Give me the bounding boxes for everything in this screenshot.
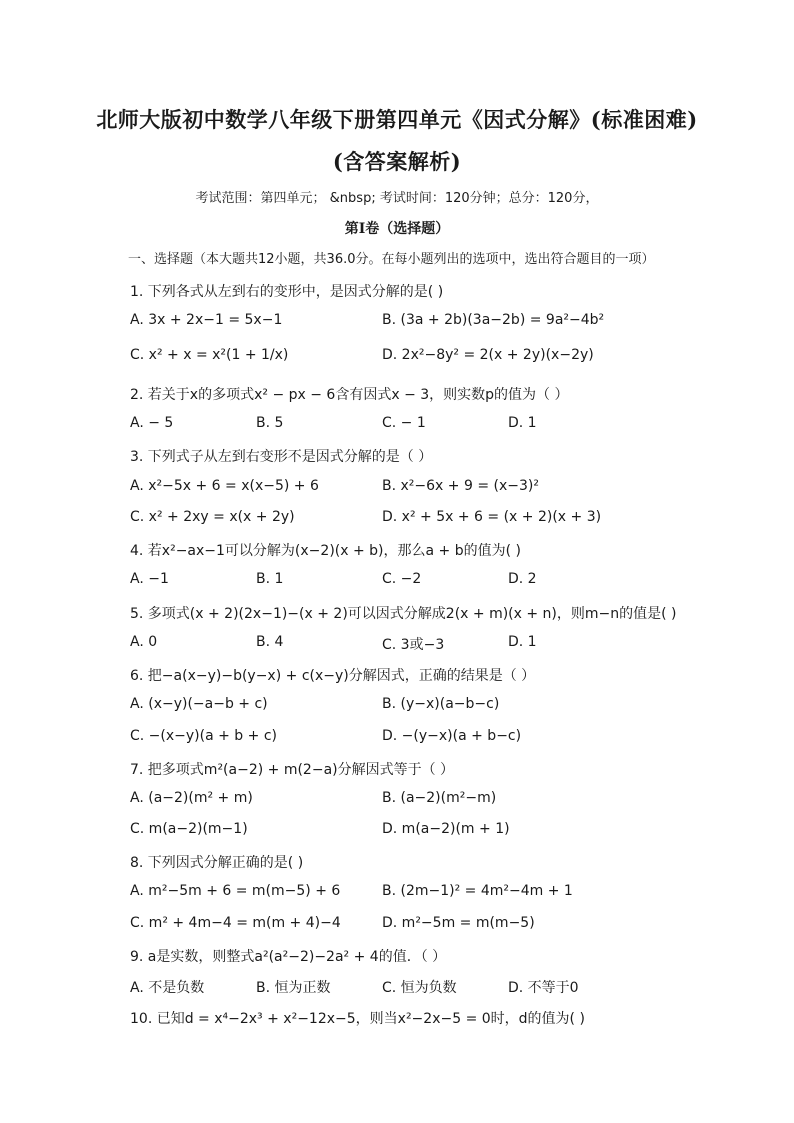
- option-c: C. m² + 4m−4 = m(m + 4)−4: [130, 915, 341, 931]
- option-a: A. x²−5x + 6 = x(x−5) + 6: [130, 478, 319, 494]
- question-stem: 9. a是实数，则整式a²(a²−2)−2a² + 4的值．（ ）: [130, 949, 447, 965]
- option-c: C. x² + 2xy = x(x + 2y): [130, 509, 295, 525]
- option-d: D. 1: [508, 634, 537, 650]
- option-a: A. (a−2)(m² + m): [130, 790, 253, 806]
- option-c: C. − 1: [382, 415, 426, 431]
- option-d: D. 2: [508, 571, 537, 587]
- option-c: C. m(a−2)(m−1): [130, 821, 248, 837]
- option-c: C. −2: [382, 571, 422, 587]
- question-stem: 8. 下列因式分解正确的是( ): [130, 855, 304, 871]
- option-c: C. 恒为负数: [382, 980, 457, 996]
- option-b: B. (a−2)(m²−m): [382, 790, 497, 806]
- volume-label: 第I卷（选择题）: [344, 221, 450, 237]
- option-b: B. (2m−1)² = 4m²−4m + 1: [382, 883, 573, 899]
- exam-info: 考试范围：第四单元； &nbsp; 考试时间：120分钟；总分：120分，: [195, 191, 599, 206]
- question-stem: 3. 下列式子从左到右变形不是因式分解的是（ ）: [130, 449, 433, 465]
- document-title: 北师大版初中数学八年级下册第四单元《因式分解》(标准困难): [96, 107, 698, 132]
- section-header: 一、选择题（本大题共12小题，共36.0分。在每小题列出的选项中，选出符合题目的一项）: [128, 252, 655, 267]
- question-stem: 10. 已知d = x⁴−2x³ + x²−12x−5，则当x²−2x−5 = 0时，d的值为( ): [130, 1011, 585, 1027]
- option-d: D. m²−5m = m(m−5): [382, 915, 535, 931]
- question-stem: 6. 把−a(x−y)−b(y−x) + c(x−y)分解因式，正确的结果是（ ）: [130, 668, 536, 684]
- option-a: A. 0: [130, 634, 158, 650]
- option-d: D. m(a−2)(m + 1): [382, 821, 510, 837]
- option-d: D. x² + 5x + 6 = (x + 2)(x + 3): [382, 509, 602, 525]
- option-b: B. x²−6x + 9 = (x−3)²: [382, 478, 539, 494]
- option-b: B. 4: [256, 634, 284, 650]
- option-b: B. 恒为正数: [256, 980, 331, 996]
- option-d: D. −(y−x)(a + b−c): [382, 728, 522, 744]
- option-a: A. 3x + 2x−1 = 5x−1: [130, 312, 283, 328]
- question-stem: 7. 把多项式m²(a−2) + m(2−a)分解因式等于（ ）: [130, 762, 455, 778]
- option-d: D. 1: [508, 415, 537, 431]
- document-subtitle: (含答案解析): [332, 149, 462, 174]
- option-c: C. −(x−y)(a + b + c): [130, 728, 277, 744]
- option-b: B. 1: [256, 571, 284, 587]
- option-a: A. m²−5m + 6 = m(m−5) + 6: [130, 883, 341, 899]
- question-stem: 5. 多项式(x + 2)(2x−1)−(x + 2)可以因式分解成2(x + m)(x + n)，则m−n的值是( ): [130, 606, 677, 622]
- option-b: B. 5: [256, 415, 284, 431]
- option-b: B. (3a + 2b)(3a−2b) = 9a²−4b²: [382, 312, 605, 328]
- option-b: B. (y−x)(a−b−c): [382, 696, 500, 712]
- option-a: A. (x−y)(−a−b + c): [130, 696, 268, 712]
- question-stem: 1. 下列各式从左到右的变形中，是因式分解的是( ): [130, 284, 444, 300]
- question-stem: 2. 若关于x的多项式x² − px − 6含有因式x − 3，则实数p的值为（ ）: [130, 387, 569, 403]
- option-c: C. x² + x = x²(1 + 1/x): [130, 347, 289, 363]
- option-a: A. 不是负数: [130, 980, 205, 996]
- option-d: D. 2x²−8y² = 2(x + 2y)(x−2y): [382, 347, 594, 363]
- option-c: C. 3或−3: [382, 637, 445, 653]
- option-d: D. 不等于0: [508, 980, 579, 996]
- option-a: A. −1: [130, 571, 169, 587]
- option-a: A. − 5: [130, 415, 174, 431]
- question-stem: 4. 若x²−ax−1可以分解为(x−2)(x + b)，那么a + b的值为( ): [130, 543, 521, 559]
